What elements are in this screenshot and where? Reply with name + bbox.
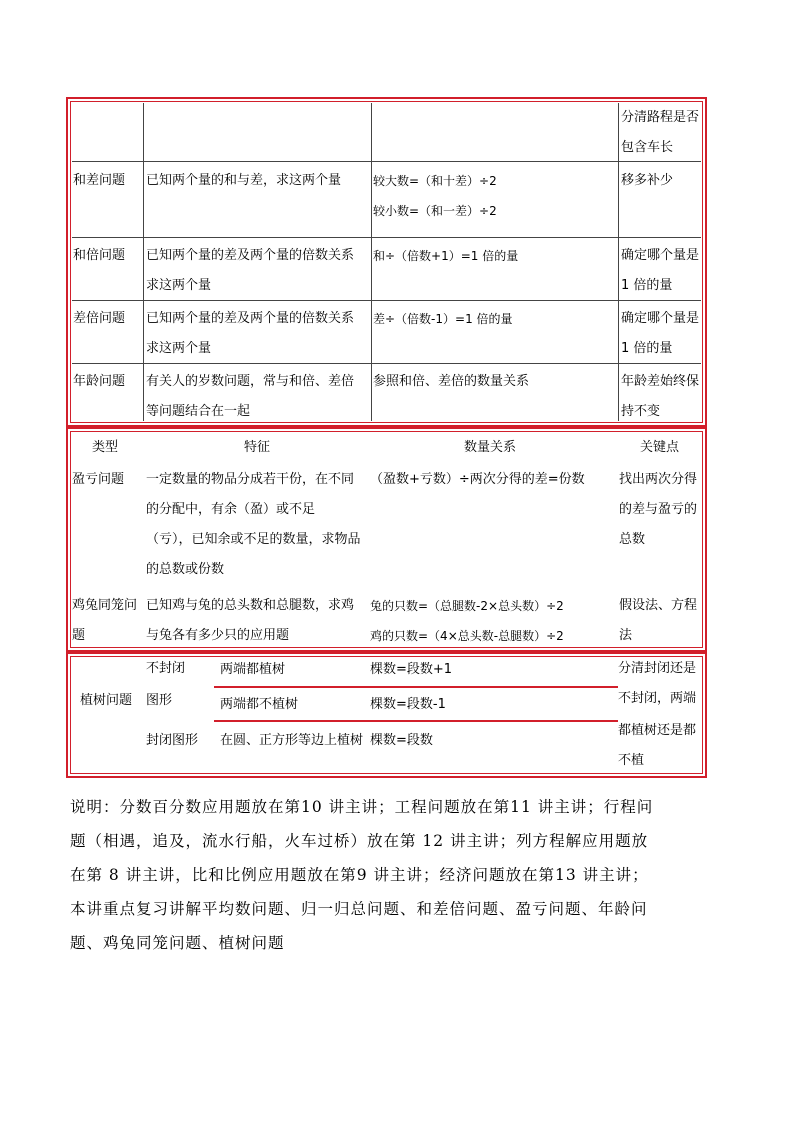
- table-cell-key: 确定哪个量是: [621, 248, 700, 263]
- table-cell-feature: 已知鸡与兔的总头数和总腿数，求鸡: [146, 598, 355, 613]
- table-cell-key: 移多补少: [621, 173, 674, 188]
- header-formula: 数量关系: [464, 440, 517, 455]
- separator-line: [214, 686, 618, 688]
- table-cell-formula: （盈数+亏数）÷两次分得的差=份数: [370, 472, 585, 487]
- table-cell-feature: 已知两个量的差及两个量的倍数关系: [146, 311, 355, 326]
- header-type: 类型: [92, 440, 119, 455]
- table-cell-formula: 参照和倍、差倍的数量关系: [373, 374, 530, 389]
- table-cell-key: 找出两次分得: [619, 472, 698, 487]
- table-cell-case: 两端都不植树: [220, 697, 299, 712]
- table-cell-formula: 鸡的只数=（4×总头数-总腿数）÷2: [370, 629, 564, 643]
- table-cell-type: 题: [72, 628, 86, 643]
- table-cell-feature: 已知两个量的差及两个量的倍数关系: [146, 248, 355, 263]
- table-cell-case: 两端都植树: [220, 662, 286, 677]
- table-cell-type: 盈亏问题: [72, 472, 125, 487]
- table-cell-key: 不封闭，两端: [618, 691, 697, 706]
- table-cell-subtype: 不封闭: [146, 661, 186, 676]
- table-cell-type: 植树问题: [80, 693, 133, 708]
- table-cell-key: 包含车长: [621, 140, 674, 155]
- table-cell-subtype: 图形: [146, 693, 173, 708]
- table-cell-feature: 求这两个量: [146, 341, 212, 356]
- table-cell-feature: 求这两个量: [146, 278, 212, 293]
- table-cell-feature: 有关人的岁数问题，常与和倍、差倍: [146, 374, 355, 389]
- table-cell-feature: 的总数或份数: [146, 562, 225, 577]
- table-cell-type: 差倍问题: [73, 311, 126, 326]
- table-cell-formula: 兔的只数=（总腿数-2×总头数）÷2: [370, 599, 564, 613]
- separator-line: [214, 720, 618, 722]
- table-cell-formula: 棵数=段数: [370, 733, 433, 748]
- header-feature: 特征: [244, 440, 271, 455]
- table-cell-type: 和差问题: [73, 173, 126, 188]
- table-cell-key: 法: [619, 628, 633, 643]
- table-cell-feature: 一定数量的物品分成若干份，在不同: [146, 472, 355, 487]
- note-line: 题、鸡兔同笼问题、植树问题: [70, 934, 285, 952]
- table-cell-key: 不植: [618, 753, 645, 768]
- table-cell-feature: （亏），已知余或不足的数量，求物品: [146, 532, 361, 547]
- table-cell-type: 年龄问题: [73, 374, 126, 389]
- table-cell-key: 分清路程是否: [621, 110, 700, 125]
- table-tree-planting: [66, 652, 707, 778]
- table-cell-key: 1 倍的量: [621, 341, 673, 356]
- table-cell-formula: 较大数=（和十差）÷2: [373, 174, 497, 188]
- table-cell-feature: 已知两个量的和与差，求这两个量: [146, 173, 342, 188]
- table-cell-key: 持不变: [621, 404, 661, 419]
- header-key: 关键点: [640, 440, 680, 455]
- table-cell-key: 年龄差始终保: [621, 374, 700, 389]
- table-word-problems-2: [66, 427, 707, 652]
- table-cell-formula: 棵数=段数-1: [370, 697, 446, 712]
- table-cell-type: 和倍问题: [73, 248, 126, 263]
- table-cell-feature: 等问题结合在一起: [146, 404, 251, 419]
- table-cell-key: 确定哪个量是: [621, 311, 700, 326]
- table-cell-feature: 的分配中，有余（盈）或不足: [146, 502, 316, 517]
- table-cell-formula: 较小数=（和一差）÷2: [373, 204, 497, 218]
- table-cell-formula: 和÷（倍数+1）=1 倍的量: [373, 249, 519, 263]
- table-cell-key: 的差与盈亏的: [619, 502, 698, 517]
- table-cell-feature: 与兔各有多少只的应用题: [146, 628, 290, 643]
- table-cell-key: 1 倍的量: [621, 278, 673, 293]
- table-cell-key: 都植树还是都: [618, 723, 697, 738]
- note-line: 题（相遇，追及，流水行船，火车过桥）放在第 12 讲主讲；列方程解应用题放: [70, 832, 649, 850]
- table-cell-key: 总数: [619, 532, 646, 547]
- note-line: 说明：分数百分数应用题放在第10 讲主讲；工程问题放在第11 讲主讲；行程问: [70, 798, 654, 816]
- table-cell-key: 假设法、方程: [619, 598, 698, 613]
- table-cell-key: 分清封闭还是: [618, 661, 697, 676]
- note-line: 本讲重点复习讲解平均数问题、归一归总问题、和差倍问题、盈亏问题、年龄问: [70, 900, 648, 918]
- table-cell-subtype: 封闭图形: [146, 733, 199, 748]
- table-cell-case: 在圆、正方形等边上植树: [220, 733, 364, 748]
- table-cell-formula: 差÷（倍数-1）=1 倍的量: [373, 312, 513, 326]
- note-line: 在第 8 讲主讲，比和比例应用题放在第9 讲主讲；经济问题放在第13 讲主讲；: [70, 866, 649, 884]
- table-word-problems-1: [66, 97, 707, 427]
- table-cell-type: 鸡兔同笼问: [72, 598, 138, 613]
- explanation-note: [70, 790, 730, 960]
- table-cell-formula: 棵数=段数+1: [370, 662, 453, 677]
